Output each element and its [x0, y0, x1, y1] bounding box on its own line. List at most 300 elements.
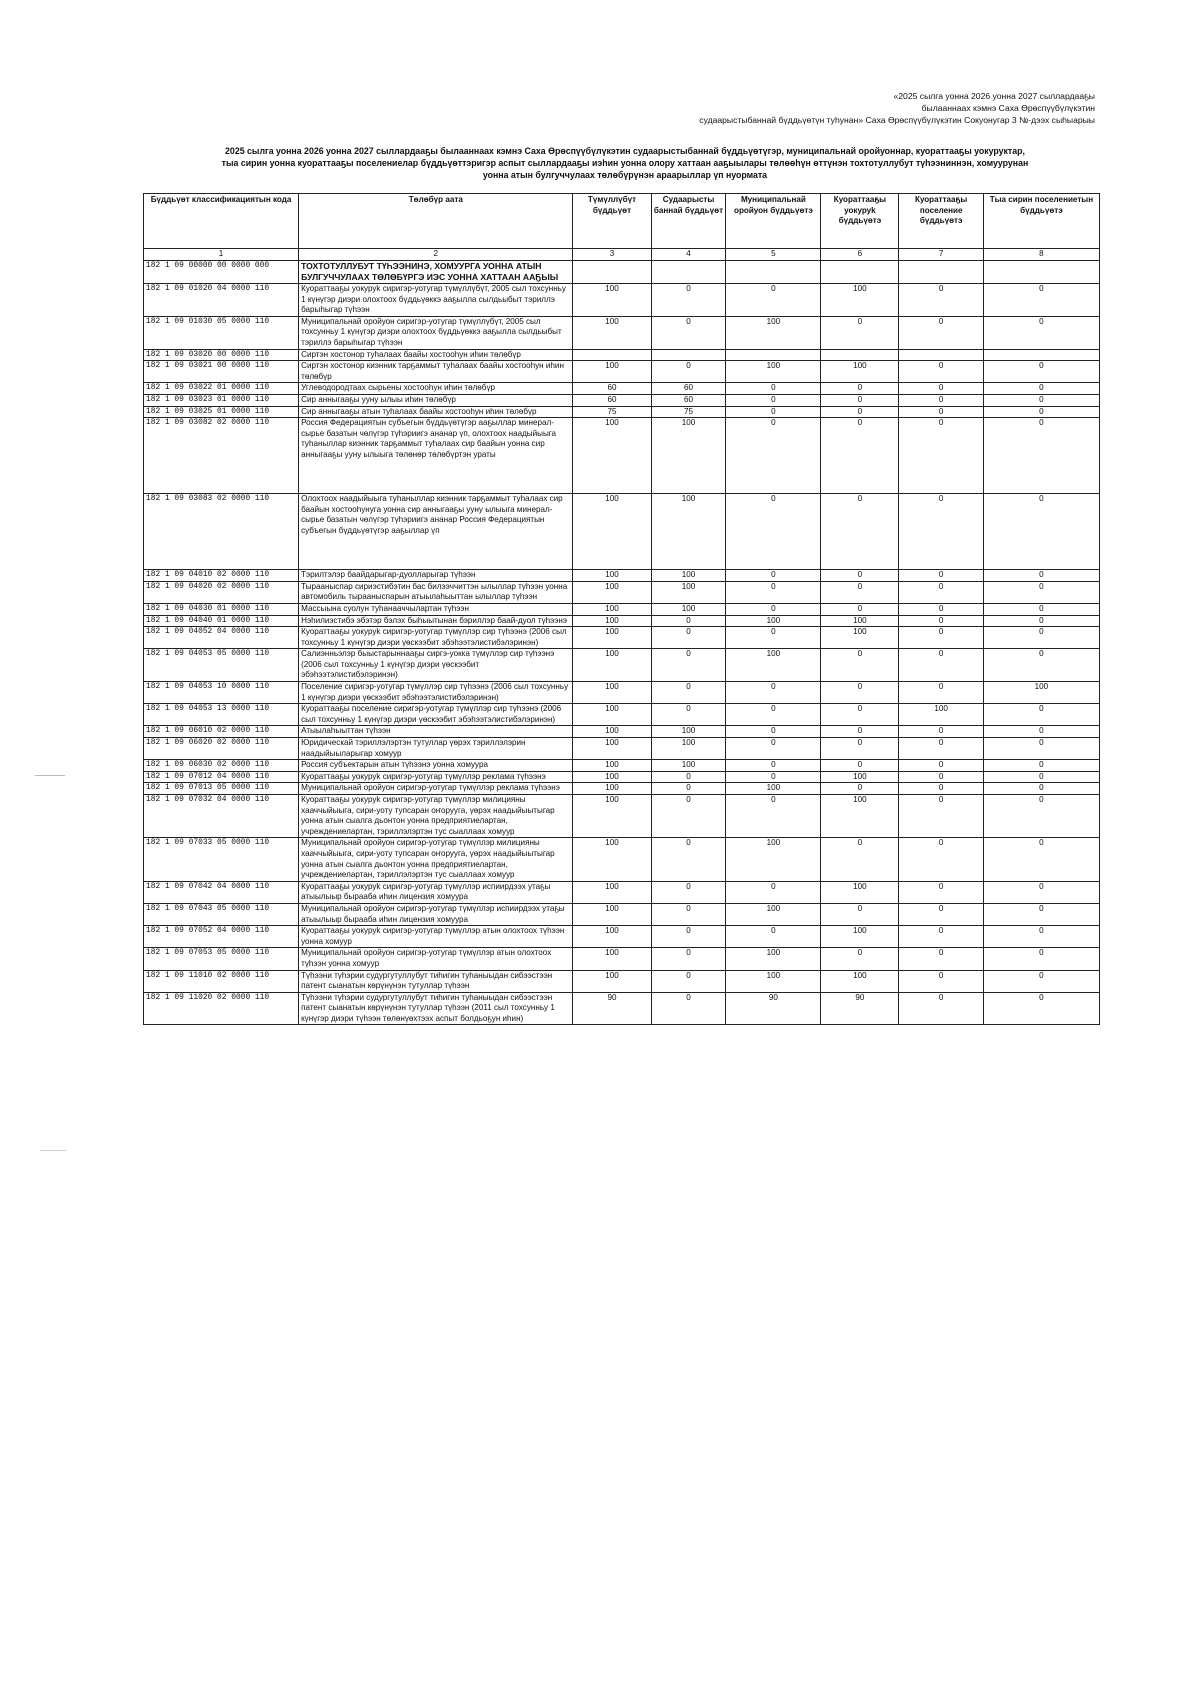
norm-value-cell: 100 — [573, 284, 651, 317]
norm-value-cell: 0 — [726, 726, 821, 738]
norm-value-cell: 0 — [983, 992, 1099, 1025]
budget-code-cell: 182 1 09 07012 04 0000 110 — [144, 771, 299, 783]
header-cell: Судаарысты баннай бүддьүөт — [651, 194, 726, 249]
table-row — [144, 838, 1100, 881]
budget-code-cell: 182 1 09 00000 00 0000 000 — [144, 260, 299, 283]
norm-value-cell: 0 — [651, 783, 726, 795]
budget-norms-table — [143, 193, 1100, 1025]
norm-value-cell: 0 — [899, 881, 983, 903]
norm-value-cell: 60 — [573, 394, 651, 406]
budget-code-cell: 182 1 09 03022 01 0000 110 — [144, 383, 299, 395]
norm-value-cell: 0 — [983, 418, 1099, 494]
norm-value-cell: 0 — [983, 494, 1099, 570]
norm-value-cell: 90 — [821, 992, 899, 1025]
title-line: 2025 сылга уонна 2026 уонна 2027 сыллардааҕы былааннаах кэмнэ Саха Өрөспүүбүлүкэтин судаарыстыбаннай бүддьүөтүгэр, муниципальнай оройуоннар, куораттааҕы уокуруктар, — [225, 146, 1025, 156]
budget-code-cell: 182 1 09 07013 05 0000 110 — [144, 783, 299, 795]
budget-code-cell: 182 1 09 04052 04 0000 110 — [144, 627, 299, 649]
payment-name-cell: Юридическай тэриллэлэртэн тутуллар үөрэх тэриллэлэрин наадыйыыларыгар хомуур — [299, 738, 573, 760]
norm-value-cell: 0 — [651, 926, 726, 948]
budget-code-cell: 182 1 09 03083 02 0000 110 — [144, 494, 299, 570]
budget-code-cell: 182 1 09 04053 13 0000 110 — [144, 704, 299, 726]
norm-value-cell: 0 — [899, 726, 983, 738]
norm-value-cell: 100 — [573, 903, 651, 925]
norm-value-cell: 0 — [899, 603, 983, 615]
norm-value-cell: 100 — [573, 615, 651, 627]
norm-value-cell: 0 — [899, 682, 983, 704]
payment-name-cell: Муниципальнай оройуон сиригэр-уотугар түмүллэр атын олохтоох түһээн уонна хомуур — [299, 948, 573, 970]
norm-value-cell: 100 — [573, 361, 651, 383]
norm-value-cell: 0 — [726, 570, 821, 582]
norm-value-cell: 0 — [821, 316, 899, 349]
norm-value-cell: 100 — [573, 418, 651, 494]
budget-code-cell: 182 1 09 07043 05 0000 110 — [144, 903, 299, 925]
table-row — [144, 881, 1100, 903]
table-row — [144, 726, 1100, 738]
table-header-row — [144, 194, 1100, 249]
budget-code-cell: 182 1 09 07052 04 0000 110 — [144, 926, 299, 948]
norm-value-cell: 100 — [573, 682, 651, 704]
norm-value-cell: 0 — [726, 603, 821, 615]
norm-value-cell: 100 — [573, 570, 651, 582]
norm-value-cell: 100 — [821, 361, 899, 383]
table-row — [144, 783, 1100, 795]
budget-code-cell: 182 1 09 03023 01 0000 110 — [144, 394, 299, 406]
norm-value-cell: 0 — [726, 394, 821, 406]
norm-value-cell: 60 — [651, 383, 726, 395]
norm-value-cell — [726, 260, 821, 283]
norm-value-cell: 0 — [983, 771, 1099, 783]
column-number: 4 — [651, 249, 726, 261]
table-row — [144, 394, 1100, 406]
norm-value-cell: 0 — [983, 649, 1099, 682]
appendix-line: судаарыстыбаннай бүддьүөтүн туһунан» Саха Өрөспүүбүлүкэтин Сокуонугар 3 №-дээх сыһыарыы — [699, 115, 1095, 125]
norm-value-cell: 75 — [651, 406, 726, 418]
norm-value-cell: 100 — [573, 783, 651, 795]
payment-name-cell: Куораттааҕы уокуруk сиригэр-уотугар түмүллэр атын олохтоох түһээн уонна хомуур — [299, 926, 573, 948]
norm-value-cell: 100 — [726, 783, 821, 795]
budget-code-cell: 182 1 09 06020 02 0000 110 — [144, 738, 299, 760]
norm-value-cell: 0 — [899, 838, 983, 881]
norm-value-cell: 100 — [726, 838, 821, 881]
payment-name-cell: Куораттааҕы поселение сиригэр-уотугар түмүллэр сир түһээнэ (2006 сыл тохсунньу 1 күнүгэр диэри үөскээбит эбэһээтэлистибэлэринэн) — [299, 704, 573, 726]
norm-value-cell: 0 — [651, 284, 726, 317]
table-row — [144, 406, 1100, 418]
norm-value-cell: 0 — [821, 406, 899, 418]
budget-code-cell: 182 1 09 01030 05 0000 110 — [144, 316, 299, 349]
payment-name-cell: Атыылаһыыттан түһээн — [299, 726, 573, 738]
table-row — [144, 581, 1100, 603]
norm-value-cell: 0 — [651, 316, 726, 349]
norm-value-cell: 0 — [821, 581, 899, 603]
payment-name-cell: Поселение сиригэр-уотугар түмүллэр сир түһээнэ (2006 сыл тохсунньу 1 күнүгэр диэри үөскээбит эбэһээтэлистибэлэринэн) — [299, 682, 573, 704]
budget-code-cell: 182 1 09 03020 00 0000 110 — [144, 349, 299, 361]
norm-value-cell: 0 — [821, 783, 899, 795]
budget-code-cell: 182 1 09 11020 02 0000 110 — [144, 992, 299, 1025]
norm-value-cell: 100 — [821, 284, 899, 317]
budget-code-cell: 182 1 09 04053 10 0000 110 — [144, 682, 299, 704]
norm-value-cell: 100 — [983, 682, 1099, 704]
payment-name-cell: Россия Федерациятын субъегын бүддьүөтүгэр ааҕыллар минерал-сырье базатын чөлүгэр түһэриигэ ананар үп, олохтоох наадыйыыга туһаныллар киэнник тарҕаммыт туһалаах сир баайын уонна сир анныгааҕы ууну ылыыга төлөнөр төлөбүртэн ураты — [299, 418, 573, 494]
budget-code-cell: 182 1 09 11010 02 0000 110 — [144, 970, 299, 992]
table-body — [144, 260, 1100, 1025]
norm-value-cell: 0 — [899, 581, 983, 603]
norm-value-cell: 100 — [573, 726, 651, 738]
column-number: 3 — [573, 249, 651, 261]
norm-value-cell: 0 — [726, 406, 821, 418]
table-row — [144, 260, 1100, 283]
norm-value-cell: 0 — [651, 361, 726, 383]
norm-value-cell: 0 — [821, 649, 899, 682]
norm-value-cell: 0 — [651, 704, 726, 726]
norm-value-cell: 0 — [899, 771, 983, 783]
norm-value-cell: 0 — [821, 704, 899, 726]
column-number: 6 — [821, 249, 899, 261]
norm-value-cell: 0 — [651, 627, 726, 649]
norm-value-cell: 100 — [651, 494, 726, 570]
norm-value-cell: 100 — [573, 970, 651, 992]
budget-code-cell: 182 1 09 06030 02 0000 110 — [144, 760, 299, 772]
column-number: 1 — [144, 249, 299, 261]
payment-name-cell: Куораттааҕы уокуруk сиригэр-уотугар түмүллэр милицияны хааччыйыыга, сири-уоту тупсаран оҥорууга, үөрэх наадыйыытыгар уонна атын сыалга дьонтон уонна предприятиелартан, учреждениелартан, тэриллэлэртэн тус сыаллаах хомуур — [299, 795, 573, 838]
norm-value-cell: 100 — [573, 704, 651, 726]
norm-value-cell: 0 — [983, 394, 1099, 406]
norm-value-cell: 100 — [573, 649, 651, 682]
table-row — [144, 649, 1100, 682]
norm-value-cell: 100 — [726, 615, 821, 627]
norm-value-cell: 0 — [821, 383, 899, 395]
norm-value-cell: 100 — [651, 570, 726, 582]
budget-code-cell: 182 1 09 04040 01 0000 110 — [144, 615, 299, 627]
budget-code-cell: 182 1 09 04030 01 0000 110 — [144, 603, 299, 615]
norm-value-cell: 100 — [573, 795, 651, 838]
norm-value-cell: 100 — [651, 603, 726, 615]
norm-value-cell: 0 — [983, 316, 1099, 349]
budget-code-cell: 182 1 09 07033 05 0000 110 — [144, 838, 299, 881]
budget-code-cell: 182 1 09 04020 02 0000 110 — [144, 581, 299, 603]
header-cell: Куораттааҕы уокуруk бүддьүөтэ — [821, 194, 899, 249]
norm-value-cell: 0 — [899, 795, 983, 838]
norm-value-cell: 0 — [651, 682, 726, 704]
table-row — [144, 349, 1100, 361]
norm-value-cell: 0 — [983, 361, 1099, 383]
norm-value-cell: 0 — [651, 970, 726, 992]
norm-value-cell: 0 — [983, 726, 1099, 738]
table-row — [144, 948, 1100, 970]
norm-value-cell: 100 — [573, 738, 651, 760]
norm-value-cell: 0 — [821, 903, 899, 925]
norm-value-cell: 0 — [983, 903, 1099, 925]
title-line: уонна атын булгуччулаах төлөбүрүнэн араарыллар үп нуормата — [482, 170, 768, 180]
norm-value-cell: 100 — [573, 581, 651, 603]
norm-value-cell: 0 — [651, 771, 726, 783]
column-number: 8 — [983, 249, 1099, 261]
norm-value-cell: 0 — [899, 494, 983, 570]
norm-value-cell: 100 — [573, 838, 651, 881]
norm-value-cell: 100 — [821, 970, 899, 992]
payment-name-cell: Түһээни түһэрии судургутуллубут тиһигин туһаныыдан сибээстээн патент сыанатын көрүнүнэн тутуллар түһээн — [299, 970, 573, 992]
norm-value-cell — [573, 349, 651, 361]
budget-code-cell: 182 1 09 03021 00 0000 110 — [144, 361, 299, 383]
table-row — [144, 615, 1100, 627]
norm-value-cell: 100 — [573, 881, 651, 903]
norm-value-cell: 100 — [573, 494, 651, 570]
norm-value-cell: 0 — [899, 992, 983, 1025]
payment-name-cell: Сир анныгааҕы ууну ылыы иһин төлөбүр — [299, 394, 573, 406]
scan-margin-mark — [40, 1150, 66, 1151]
norm-value-cell: 0 — [899, 394, 983, 406]
header-cell: Бүддьүөт классификациятын кода — [144, 194, 299, 249]
norm-value-cell: 0 — [651, 615, 726, 627]
table-row — [144, 903, 1100, 925]
norm-value-cell: 0 — [983, 881, 1099, 903]
norm-value-cell: 0 — [726, 284, 821, 317]
payment-name-cell: Сиртэн хостонор киэнник тарҕаммыт туһалаах баайы хостооһун иһин төлөбүр — [299, 361, 573, 383]
norm-value-cell: 0 — [651, 881, 726, 903]
norm-value-cell: 100 — [573, 771, 651, 783]
payment-name-cell: Муниципальнай оройуон сиригэр-уотугар түмүллэр испиирдээх утаҕы атыылыыр бырааба иһин лицензия хомуура — [299, 903, 573, 925]
table-row — [144, 704, 1100, 726]
norm-value-cell: 100 — [821, 627, 899, 649]
norm-value-cell: 0 — [983, 383, 1099, 395]
payment-name-cell: ТОХТОТУЛЛУБУТ ТҮҺЭЭНИНЭ, ХОМУУРГА УОННА АТЫН БУЛГУЧЧУЛААХ ТӨЛӨБҮРГЭ ИЭС УОННА ХАТТААН ААҔЫЫ — [299, 260, 573, 283]
norm-value-cell: 0 — [899, 926, 983, 948]
norm-value-cell: 0 — [983, 760, 1099, 772]
norm-value-cell: 0 — [899, 948, 983, 970]
norm-value-cell — [983, 349, 1099, 361]
norm-value-cell: 0 — [983, 615, 1099, 627]
column-number: 2 — [299, 249, 573, 261]
norm-value-cell — [899, 260, 983, 283]
norm-value-cell: 0 — [899, 783, 983, 795]
norm-value-cell — [983, 260, 1099, 283]
norm-value-cell: 75 — [573, 406, 651, 418]
norm-value-cell: 100 — [573, 926, 651, 948]
table-row — [144, 992, 1100, 1025]
payment-name-cell: Углеводородтаах сырьены хостооһун иһин төлөбүр — [299, 383, 573, 395]
payment-name-cell: Олохтоох наадыйыыга туһаныллар киэнник тарҕаммыт туһалаах сир баайын хостооһунуга уонна сир анныгааҕы ууну ылыыга минерал-сырье базатын чөлүгэр түһэриигэ ананар Россия Федерациятын субъегын бүддьүөтүгэр ааҕыллар үп — [299, 494, 573, 570]
norm-value-cell: 0 — [899, 361, 983, 383]
norm-value-cell: 100 — [573, 948, 651, 970]
norm-value-cell: 60 — [651, 394, 726, 406]
appendix-line: «2025 сылга уонна 2026 уонна 2027 сыллардааҕы — [893, 91, 1095, 101]
table-row — [144, 570, 1100, 582]
norm-value-cell: 0 — [726, 926, 821, 948]
appendix-line: былааннаах кэмнэ Саха Өрөспүүбүлүкэтин — [921, 103, 1095, 113]
table-row — [144, 316, 1100, 349]
norm-value-cell: 100 — [726, 316, 821, 349]
appendix-note — [575, 90, 1095, 126]
header-cell: Куораттааҕы поселение бүддьүөтэ — [899, 194, 983, 249]
payment-name-cell: Сир анныгааҕы атын туһалаах баайы хостооһун иһин төлөбүр — [299, 406, 573, 418]
norm-value-cell: 0 — [651, 992, 726, 1025]
norm-value-cell: 0 — [983, 603, 1099, 615]
norm-value-cell: 90 — [573, 992, 651, 1025]
payment-name-cell: Массыына суолун туһанааччылартан түһээн — [299, 603, 573, 615]
norm-value-cell: 0 — [726, 795, 821, 838]
norm-value-cell: 100 — [821, 926, 899, 948]
norm-value-cell: 0 — [651, 948, 726, 970]
norm-value-cell: 0 — [726, 760, 821, 772]
payment-name-cell: Муниципальнай оройуон сиригэр-уотугар түмүллүбүт, 2005 сыл тохсунньу 1 күнүгэр диэри олохтоох бүддьүөккэ ааҕылла сылдьыбыт тэриллэ барыһыгар түһээн — [299, 316, 573, 349]
norm-value-cell: 0 — [821, 738, 899, 760]
header-cell: Түмүллүбүт бүддьүөт — [573, 194, 651, 249]
norm-value-cell: 0 — [983, 284, 1099, 317]
norm-value-cell: 0 — [726, 418, 821, 494]
norm-value-cell: 100 — [651, 760, 726, 772]
norm-value-cell — [899, 349, 983, 361]
norm-value-cell: 0 — [651, 903, 726, 925]
norm-value-cell: 100 — [651, 726, 726, 738]
norm-value-cell: 0 — [983, 783, 1099, 795]
norm-value-cell: 0 — [726, 881, 821, 903]
header-cell: Муниципальнай оройуон бүддьүөтэ — [726, 194, 821, 249]
norm-value-cell: 0 — [821, 394, 899, 406]
payment-name-cell: Куораттааҕы уокуруk сиригэр-уотугар түмүллэр реклама түһээнэ — [299, 771, 573, 783]
payment-name-cell: Куораттааҕы уокуруk сиригэр-уотугар түмүллүбүт, 2005 сыл тохсунньу 1 күнүгэр диэри олохтоох бүддьүөккэ ааҕылла сылдьыбыт тэриллэ барыһыгар түһээн — [299, 284, 573, 317]
norm-value-cell: 0 — [983, 581, 1099, 603]
norm-value-cell: 0 — [899, 570, 983, 582]
norm-value-cell: 0 — [899, 284, 983, 317]
payment-name-cell: Россия субъектарын атын түһээнэ уонна хомуура — [299, 760, 573, 772]
norm-value-cell: 100 — [573, 760, 651, 772]
table-row — [144, 795, 1100, 838]
payment-name-cell: Түһээни түһэрии судургутуллубут тиһигин туһаныыдан сибээстээн патент сыанатын көрүнүнэн тутуллар түһээн (2011 сыл тохсунньу 1 күнүгэр диэри түһээн төлөнүөхтээх аспыт болдьоҕун иһин) — [299, 992, 573, 1025]
table-row — [144, 738, 1100, 760]
norm-value-cell: 100 — [726, 970, 821, 992]
norm-value-cell: 100 — [651, 418, 726, 494]
table-row — [144, 760, 1100, 772]
budget-code-cell: 182 1 09 04010 02 0000 110 — [144, 570, 299, 582]
norm-value-cell: 100 — [821, 881, 899, 903]
table-row — [144, 418, 1100, 494]
budget-code-cell: 182 1 09 03082 02 0000 110 — [144, 418, 299, 494]
norm-value-cell: 100 — [726, 361, 821, 383]
norm-value-cell: 0 — [899, 649, 983, 682]
norm-value-cell: 0 — [983, 738, 1099, 760]
norm-value-cell: 0 — [821, 418, 899, 494]
norm-value-cell — [821, 349, 899, 361]
table-row — [144, 494, 1100, 570]
norm-value-cell: 0 — [821, 494, 899, 570]
norm-value-cell — [651, 260, 726, 283]
budget-code-cell: 182 1 09 07053 05 0000 110 — [144, 948, 299, 970]
payment-name-cell: Сиртэн хостонор туһалаах баайы хостооһун иһин төлөбүр — [299, 349, 573, 361]
budget-code-cell: 182 1 09 04053 05 0000 110 — [144, 649, 299, 682]
norm-value-cell: 100 — [726, 903, 821, 925]
table-row — [144, 284, 1100, 317]
payment-name-cell: Нэһилиэстибэ эбэтэр бэлэх быһыытынан бэриллэр баай-дуол түһээнэ — [299, 615, 573, 627]
norm-value-cell: 0 — [983, 838, 1099, 881]
norm-value-cell — [821, 260, 899, 283]
norm-value-cell: 100 — [899, 704, 983, 726]
header-cell: Төлөбүр аата — [299, 194, 573, 249]
norm-value-cell: 0 — [899, 970, 983, 992]
norm-value-cell: 100 — [821, 615, 899, 627]
norm-value-cell — [726, 349, 821, 361]
norm-value-cell: 0 — [726, 581, 821, 603]
column-number: 7 — [899, 249, 983, 261]
norm-value-cell: 0 — [821, 948, 899, 970]
norm-value-cell: 0 — [726, 704, 821, 726]
norm-value-cell: 0 — [899, 760, 983, 772]
norm-value-cell: 0 — [726, 494, 821, 570]
norm-value-cell: 0 — [726, 627, 821, 649]
payment-name-cell: Муниципальнай оройуон сиригэр-уотугар түмүллэр милицияны хааччыйыыга, сири-уоту тупсаран оҥорууга, үөрэх наадыйыытыгар уонна атын сыалга дьонтон уонна предприятиелартан, учреждениелартан, тэриллэлэртэн тус сыаллаах хомуур — [299, 838, 573, 881]
norm-value-cell: 0 — [899, 627, 983, 649]
budget-code-cell: 182 1 09 01020 04 0000 110 — [144, 284, 299, 317]
table-row — [144, 771, 1100, 783]
norm-value-cell: 0 — [983, 795, 1099, 838]
document-title — [140, 145, 1110, 181]
norm-value-cell: 60 — [573, 383, 651, 395]
norm-value-cell: 0 — [651, 838, 726, 881]
norm-value-cell: 0 — [983, 570, 1099, 582]
payment-name-cell: Муниципальнай оройуон сиригэр-уотугар түмүллэр реклама түһээнэ — [299, 783, 573, 795]
norm-value-cell: 0 — [899, 383, 983, 395]
budget-code-cell: 182 1 09 07042 04 0000 110 — [144, 881, 299, 903]
header-cell: Тыа сирин поселениетын бүддьүөтэ — [983, 194, 1099, 249]
payment-name-cell: Тырааныспар сириэстибэтин бас билээччиттэн ылыллар түһээн уонна автомобиль тырааныспарын атыылаһыыттан ылыллар түһээн — [299, 581, 573, 603]
norm-value-cell: 0 — [899, 316, 983, 349]
column-number-row — [144, 249, 1100, 261]
column-number: 5 — [726, 249, 821, 261]
norm-value-cell: 0 — [899, 406, 983, 418]
norm-value-cell: 100 — [821, 795, 899, 838]
table-row — [144, 361, 1100, 383]
table-row — [144, 682, 1100, 704]
budget-code-cell: 182 1 09 03025 01 0000 110 — [144, 406, 299, 418]
payment-name-cell: Куораттааҕы уокуруk сиригэр-уотугар түмүллэр сир түһээнэ (2006 сыл тохсунньу 1 күнүгэр диэри үөскээбит эбэһээтэлистибэлэринэн) — [299, 627, 573, 649]
norm-value-cell: 0 — [651, 795, 726, 838]
payment-name-cell: Салиэнньэлэр быыстарыннааҕы сиргэ-уокка түмүллэр сир түһээнэ (2006 сыл тохсунньу 1 күнүгэр диэри үөскээбит эбэһээтэлистибэлэринэн) — [299, 649, 573, 682]
norm-value-cell: 0 — [821, 760, 899, 772]
norm-value-cell: 0 — [821, 682, 899, 704]
norm-value-cell: 100 — [726, 948, 821, 970]
norm-value-cell: 100 — [651, 738, 726, 760]
payment-name-cell: Тэрилтэлэр баайдарыгар-дуолларыгар түһээн — [299, 570, 573, 582]
norm-value-cell: 0 — [726, 383, 821, 395]
norm-value-cell: 100 — [726, 649, 821, 682]
table-row — [144, 970, 1100, 992]
norm-value-cell: 100 — [573, 603, 651, 615]
budget-code-cell: 182 1 09 06010 02 0000 110 — [144, 726, 299, 738]
norm-value-cell: 0 — [726, 682, 821, 704]
norm-value-cell: 100 — [821, 771, 899, 783]
norm-value-cell: 0 — [983, 406, 1099, 418]
table-row — [144, 926, 1100, 948]
budget-code-cell: 182 1 09 07032 04 0000 110 — [144, 795, 299, 838]
table-row — [144, 383, 1100, 395]
norm-value-cell: 0 — [821, 603, 899, 615]
table-row — [144, 627, 1100, 649]
norm-value-cell: 0 — [983, 970, 1099, 992]
norm-value-cell: 0 — [899, 418, 983, 494]
norm-value-cell: 0 — [983, 948, 1099, 970]
norm-value-cell: 0 — [726, 771, 821, 783]
norm-value-cell: 0 — [821, 838, 899, 881]
title-line: тыа сирин уонна куораттааҕы поселениелар бүддьүөттэригэр аспыт сыллардааҕы иэһин уонна олору хаттаан ааҕыылары төлөөһүн өттүнэн тохтотуллубут түһээниннэн, хомуурунан — [221, 158, 1029, 168]
norm-value-cell: 0 — [899, 903, 983, 925]
norm-value-cell: 0 — [726, 738, 821, 760]
norm-value-cell: 0 — [821, 570, 899, 582]
payment-name-cell: Куораттааҕы уокуруk сиригэр-уотугар түмүллэр испиирдээх утаҕы атыылыыр бырааба иһин лицензия хомуура — [299, 881, 573, 903]
norm-value-cell: 0 — [983, 926, 1099, 948]
norm-value-cell: 100 — [651, 581, 726, 603]
norm-value-cell: 0 — [899, 738, 983, 760]
norm-value-cell: 0 — [899, 615, 983, 627]
table-row — [144, 603, 1100, 615]
norm-value-cell — [573, 260, 651, 283]
